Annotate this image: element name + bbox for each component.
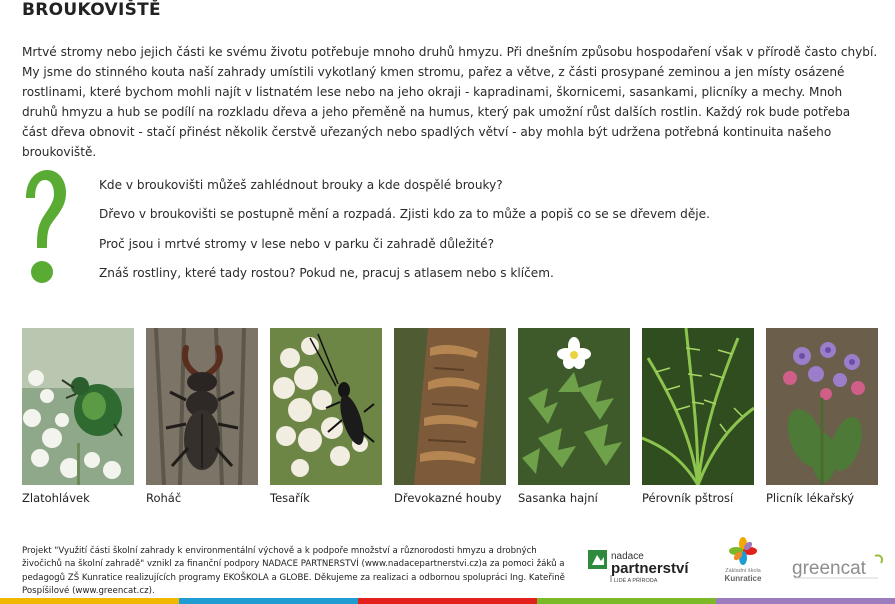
photo-gallery [22, 328, 882, 505]
questions-list [99, 178, 710, 295]
photo-caption: Roháč [146, 491, 182, 505]
logo-np-sub: LIDÉ A PŘÍRODA [614, 578, 658, 584]
question-item: Znáš rostliny, které tady rostou? Pokud ne, pracuj s atlasem nebo s klíčem. [99, 265, 554, 280]
logo-gc-text: greencat [792, 558, 866, 579]
lungwort-photo [766, 328, 878, 485]
photo-caption: Plicník lékařský [766, 491, 854, 505]
logo-np-top: nadace [611, 551, 644, 562]
rose-chafer-photo [22, 328, 134, 485]
photo-caption: Dřevokazné houby [394, 491, 502, 505]
nadace-partnerstvi-logo [588, 547, 718, 589]
wood-fungi-photo [394, 328, 506, 485]
zs-kunratice-logo [716, 537, 770, 587]
page-title: BROUKOVIŠTĚ [22, 0, 161, 20]
question-mark-icon [20, 168, 68, 286]
logo-np-main: partnerství [611, 560, 689, 577]
wood-anemone-photo [518, 328, 630, 485]
longhorn-beetle-photo [270, 328, 382, 485]
logo-zs-main: Kunratice [724, 574, 762, 583]
logo-zs-top: Základní škola [725, 568, 761, 574]
greencat-logo [792, 552, 888, 586]
question-item: Kde v broukovišti můžeš zahlédnout brouky a kde dospělé brouky? [99, 178, 503, 192]
stag-beetle-photo [146, 328, 258, 485]
color-stripe [358, 598, 537, 604]
photo-caption: Sasanka hajní [518, 491, 598, 505]
color-stripe [716, 598, 895, 604]
intro-paragraph: Mrtvé stromy nebo jejich části ke svému životu potřebuje mnoho druhů hmyzu. Při dnešním způsobu hospodaření však v přírodě často chybí. My jsme do stinného kouta naší zahrady umístili vykotlaný kmen stromu, pařez a větve, z části prosypané zeminou a jen místy osázené rostlinami, které bychom mohli najít v listnatém lese nebo na jeho okraji - kapradinami, škornicemi, sasankami, plicníky a mechy. Mnoh druhů hmyzu a hub se podílí na rozkladu dřeva a jeho přeměně na humus, který pak umožní růst dalších rostlin. Každý rok bude potřeba část dřeva obnovit - stačí přinést několik čerstvě uřezaných nebo spadlých větví - aby mohla být udržena potřebná kontinuita našeho broukoviště. [22, 45, 878, 159]
footer-credits: Projekt "Využití části školní zahrady k environmentální výchově a k podpoře množství a různorodosti hmyzu a drobných živočichů na školní zahradě" vznikl za finanční podpory NADACE PARTNERSTVÍ (www.nadacepartnerstvi.cz)a za pomoci žáků a pedagogů ZŠ Kunratice realizujících programy EKOŠKOLA a GLOBE. Děkujeme za realizaci a odbornou spolupráci Ing. Kateřině Pospíšilové (www.greencat.cz). [22, 546, 565, 596]
question-item: Proč jsou i mrtvé stromy v lese nebo v parku či zahradě důležité? [99, 236, 495, 251]
ostrich-fern-photo [642, 328, 754, 485]
color-stripe [537, 598, 716, 604]
question-item: Dřevo v broukovišti se postupně mění a rozpadá. Zjisti kdo za to může a popiš co se se dřevem děje. [99, 207, 710, 222]
photo-caption: Zlatohlávek [22, 491, 90, 505]
color-stripe [0, 598, 179, 604]
photo-caption: Tesařík [270, 491, 310, 505]
photo-caption: Pérovník pštrosí [642, 491, 734, 505]
color-stripe [179, 598, 358, 604]
